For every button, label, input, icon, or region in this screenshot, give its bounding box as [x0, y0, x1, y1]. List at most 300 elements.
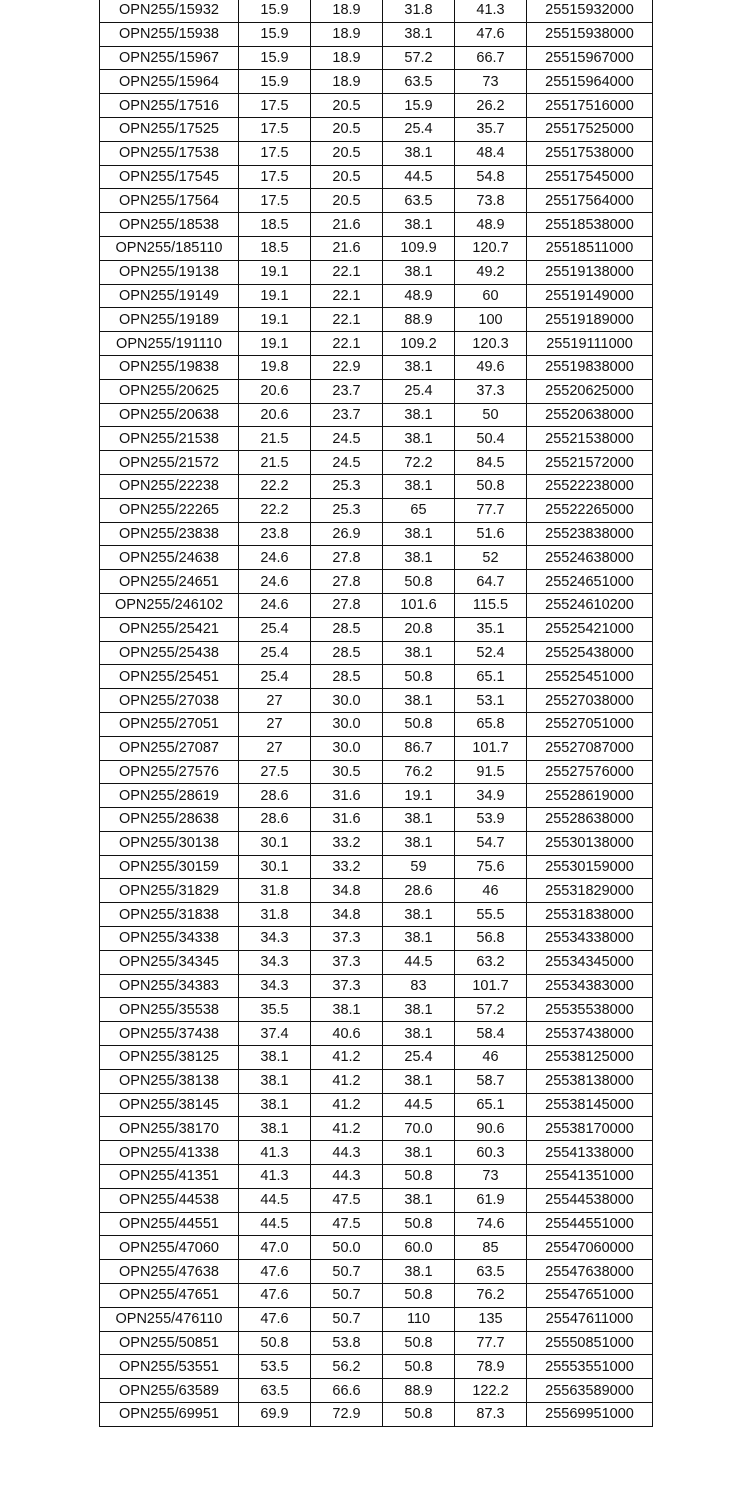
col-4-cell: 88.9 — [383, 308, 455, 332]
col-5-cell: 135 — [455, 1307, 527, 1331]
col-5-cell: 84.5 — [455, 451, 527, 475]
part-number-cell: OPN255/31838 — [100, 903, 239, 927]
part-number-cell: OPN255/17525 — [100, 117, 239, 141]
col-4-cell: 50.8 — [383, 665, 455, 689]
col-3-cell: 30.0 — [311, 736, 383, 760]
col-3-cell: 27.8 — [311, 546, 383, 570]
col-3-cell: 22.1 — [311, 284, 383, 308]
article-code-cell: 25524610200 — [527, 593, 653, 617]
col-5-cell: 65.1 — [455, 1093, 527, 1117]
col-2-cell: 17.5 — [239, 189, 311, 213]
col-2-cell: 19.1 — [239, 284, 311, 308]
col-3-cell: 33.2 — [311, 855, 383, 879]
col-3-cell: 28.5 — [311, 617, 383, 641]
article-code-cell: 25553551000 — [527, 1355, 653, 1379]
col-5-cell: 64.7 — [455, 570, 527, 594]
col-5-cell: 73 — [455, 1165, 527, 1189]
part-number-cell: OPN255/246102 — [100, 593, 239, 617]
part-number-cell: OPN255/28619 — [100, 784, 239, 808]
article-code-cell: 25527051000 — [527, 712, 653, 736]
table-row — [100, 46, 653, 70]
col-5-cell: 34.9 — [455, 784, 527, 808]
col-3-cell: 23.7 — [311, 379, 383, 403]
col-2-cell: 24.6 — [239, 546, 311, 570]
col-2-cell: 27 — [239, 736, 311, 760]
table-row — [100, 236, 653, 260]
table-row — [100, 1069, 653, 1093]
part-number-cell: OPN255/18538 — [100, 213, 239, 237]
table-row — [100, 593, 653, 617]
article-code-cell: 25544538000 — [527, 1188, 653, 1212]
table-row — [100, 1188, 653, 1212]
table-row — [100, 189, 653, 213]
part-number-cell: OPN255/15964 — [100, 70, 239, 94]
table-row — [100, 998, 653, 1022]
col-3-cell: 20.5 — [311, 94, 383, 118]
article-code-cell: 25530159000 — [527, 855, 653, 879]
col-3-cell: 28.5 — [311, 641, 383, 665]
col-5-cell: 48.9 — [455, 213, 527, 237]
product-spec-table — [99, 0, 653, 1427]
part-number-cell: OPN255/191110 — [100, 332, 239, 356]
article-code-cell: 25525438000 — [527, 641, 653, 665]
table-row — [100, 808, 653, 832]
col-5-cell: 50.8 — [455, 474, 527, 498]
part-number-cell: OPN255/31829 — [100, 879, 239, 903]
col-3-cell: 23.7 — [311, 403, 383, 427]
col-4-cell: 38.1 — [383, 903, 455, 927]
col-2-cell: 15.9 — [239, 0, 311, 22]
col-3-cell: 30.5 — [311, 760, 383, 784]
col-3-cell: 47.5 — [311, 1212, 383, 1236]
part-number-cell: OPN255/476110 — [100, 1307, 239, 1331]
part-number-cell: OPN255/30138 — [100, 831, 239, 855]
part-number-cell: OPN255/34345 — [100, 950, 239, 974]
col-4-cell: 38.1 — [383, 1069, 455, 1093]
article-code-cell: 25534338000 — [527, 927, 653, 951]
col-5-cell: 47.6 — [455, 22, 527, 46]
table-row — [100, 1236, 653, 1260]
col-5-cell: 73 — [455, 70, 527, 94]
table-row — [100, 1331, 653, 1355]
col-3-cell: 24.5 — [311, 451, 383, 475]
col-5-cell: 77.7 — [455, 1331, 527, 1355]
part-number-cell: OPN255/30159 — [100, 855, 239, 879]
col-4-cell: 38.1 — [383, 403, 455, 427]
part-number-cell: OPN255/24638 — [100, 546, 239, 570]
part-number-cell: OPN255/44551 — [100, 1212, 239, 1236]
table-row — [100, 1260, 653, 1284]
article-code-cell: 25521538000 — [527, 427, 653, 451]
part-number-cell: OPN255/44538 — [100, 1188, 239, 1212]
part-number-cell: OPN255/27087 — [100, 736, 239, 760]
part-number-cell: OPN255/34383 — [100, 974, 239, 998]
table-row — [100, 617, 653, 641]
col-5-cell: 41.3 — [455, 0, 527, 22]
part-number-cell: OPN255/21572 — [100, 451, 239, 475]
col-3-cell: 41.2 — [311, 1069, 383, 1093]
col-5-cell: 74.6 — [455, 1212, 527, 1236]
col-3-cell: 25.3 — [311, 474, 383, 498]
table-row — [100, 1117, 653, 1141]
col-5-cell: 122.2 — [455, 1379, 527, 1403]
article-code-cell: 25525421000 — [527, 617, 653, 641]
part-number-cell: OPN255/22238 — [100, 474, 239, 498]
col-4-cell: 50.8 — [383, 1165, 455, 1189]
col-2-cell: 25.4 — [239, 617, 311, 641]
col-5-cell: 91.5 — [455, 760, 527, 784]
table-row — [100, 332, 653, 356]
col-4-cell: 38.1 — [383, 808, 455, 832]
col-3-cell: 22.1 — [311, 308, 383, 332]
col-5-cell: 46 — [455, 1046, 527, 1070]
article-code-cell: 25519838000 — [527, 355, 653, 379]
col-5-cell: 63.5 — [455, 1260, 527, 1284]
col-2-cell: 34.3 — [239, 950, 311, 974]
col-2-cell: 41.3 — [239, 1141, 311, 1165]
part-number-cell: OPN255/19189 — [100, 308, 239, 332]
part-number-cell: OPN255/19838 — [100, 355, 239, 379]
col-4-cell: 38.1 — [383, 213, 455, 237]
col-2-cell: 27.5 — [239, 760, 311, 784]
col-5-cell: 26.2 — [455, 94, 527, 118]
table-row — [100, 665, 653, 689]
article-code-cell: 25527087000 — [527, 736, 653, 760]
col-4-cell: 38.1 — [383, 831, 455, 855]
col-3-cell: 38.1 — [311, 998, 383, 1022]
col-2-cell: 34.3 — [239, 927, 311, 951]
col-2-cell: 18.5 — [239, 213, 311, 237]
col-3-cell: 20.5 — [311, 117, 383, 141]
col-4-cell: 76.2 — [383, 760, 455, 784]
col-5-cell: 52.4 — [455, 641, 527, 665]
article-code-cell: 25547638000 — [527, 1260, 653, 1284]
col-5-cell: 57.2 — [455, 998, 527, 1022]
col-5-cell: 48.4 — [455, 141, 527, 165]
col-3-cell: 37.3 — [311, 950, 383, 974]
col-3-cell: 21.6 — [311, 236, 383, 260]
part-number-cell: OPN255/25451 — [100, 665, 239, 689]
article-code-cell: 25550851000 — [527, 1331, 653, 1355]
col-2-cell: 44.5 — [239, 1212, 311, 1236]
article-code-cell: 25517564000 — [527, 189, 653, 213]
table-row — [100, 522, 653, 546]
col-3-cell: 18.9 — [311, 46, 383, 70]
table-row — [100, 903, 653, 927]
article-code-cell: 25515964000 — [527, 70, 653, 94]
part-number-cell: OPN255/17516 — [100, 94, 239, 118]
table-row — [100, 22, 653, 46]
table-row — [100, 1165, 653, 1189]
col-2-cell: 38.1 — [239, 1046, 311, 1070]
col-5-cell: 35.7 — [455, 117, 527, 141]
part-number-cell: OPN255/41351 — [100, 1165, 239, 1189]
col-4-cell: 50.8 — [383, 1331, 455, 1355]
col-4-cell: 63.5 — [383, 189, 455, 213]
col-2-cell: 47.6 — [239, 1307, 311, 1331]
part-number-cell: OPN255/25421 — [100, 617, 239, 641]
table-row — [100, 879, 653, 903]
col-4-cell: 38.1 — [383, 474, 455, 498]
col-3-cell: 20.5 — [311, 141, 383, 165]
part-number-cell: OPN255/185110 — [100, 236, 239, 260]
col-4-cell: 38.1 — [383, 355, 455, 379]
table-row — [100, 427, 653, 451]
col-3-cell: 31.6 — [311, 808, 383, 832]
part-number-cell: OPN255/34338 — [100, 927, 239, 951]
col-3-cell: 20.5 — [311, 189, 383, 213]
col-2-cell: 47.6 — [239, 1284, 311, 1308]
col-5-cell: 65.8 — [455, 712, 527, 736]
col-5-cell: 115.5 — [455, 593, 527, 617]
article-code-cell: 25522238000 — [527, 474, 653, 498]
col-4-cell: 101.6 — [383, 593, 455, 617]
col-3-cell: 27.8 — [311, 593, 383, 617]
part-number-cell: OPN255/63589 — [100, 1379, 239, 1403]
part-number-cell: OPN255/19149 — [100, 284, 239, 308]
col-4-cell: 38.1 — [383, 1188, 455, 1212]
part-number-cell: OPN255/17545 — [100, 165, 239, 189]
col-2-cell: 28.6 — [239, 808, 311, 832]
col-5-cell: 56.8 — [455, 927, 527, 951]
part-number-cell: OPN255/47060 — [100, 1236, 239, 1260]
col-3-cell: 27.8 — [311, 570, 383, 594]
table-row — [100, 117, 653, 141]
col-2-cell: 21.5 — [239, 427, 311, 451]
col-2-cell: 47.6 — [239, 1260, 311, 1284]
part-number-cell: OPN255/35538 — [100, 998, 239, 1022]
table-row — [100, 1141, 653, 1165]
article-code-cell: 25534345000 — [527, 950, 653, 974]
col-2-cell: 31.8 — [239, 879, 311, 903]
col-2-cell: 50.8 — [239, 1331, 311, 1355]
col-4-cell: 63.5 — [383, 70, 455, 94]
col-4-cell: 38.1 — [383, 522, 455, 546]
table-row — [100, 760, 653, 784]
col-3-cell: 22.1 — [311, 260, 383, 284]
table-row — [100, 70, 653, 94]
col-5-cell: 58.4 — [455, 1022, 527, 1046]
col-2-cell: 17.5 — [239, 117, 311, 141]
article-code-cell: 25534383000 — [527, 974, 653, 998]
part-number-cell: OPN255/50851 — [100, 1331, 239, 1355]
part-number-cell: OPN255/38170 — [100, 1117, 239, 1141]
col-5-cell: 53.1 — [455, 689, 527, 713]
col-2-cell: 53.5 — [239, 1355, 311, 1379]
col-5-cell: 54.8 — [455, 165, 527, 189]
article-code-cell: 25528619000 — [527, 784, 653, 808]
col-4-cell: 38.1 — [383, 1141, 455, 1165]
col-4-cell: 59 — [383, 855, 455, 879]
part-number-cell: OPN255/21538 — [100, 427, 239, 451]
col-5-cell: 46 — [455, 879, 527, 903]
table-row — [100, 1307, 653, 1331]
col-2-cell: 28.6 — [239, 784, 311, 808]
part-number-cell: OPN255/17538 — [100, 141, 239, 165]
table-row — [100, 1046, 653, 1070]
article-code-cell: 25519149000 — [527, 284, 653, 308]
col-3-cell: 40.6 — [311, 1022, 383, 1046]
article-code-cell: 25524651000 — [527, 570, 653, 594]
col-4-cell: 50.8 — [383, 1403, 455, 1427]
col-4-cell: 83 — [383, 974, 455, 998]
col-4-cell: 38.1 — [383, 427, 455, 451]
col-3-cell: 50.0 — [311, 1236, 383, 1260]
col-3-cell: 37.3 — [311, 927, 383, 951]
table-row — [100, 950, 653, 974]
col-3-cell: 37.3 — [311, 974, 383, 998]
col-4-cell: 70.0 — [383, 1117, 455, 1141]
table-row — [100, 1379, 653, 1403]
col-4-cell: 19.1 — [383, 784, 455, 808]
article-code-cell: 25541351000 — [527, 1165, 653, 1189]
col-4-cell: 38.1 — [383, 1022, 455, 1046]
col-3-cell: 20.5 — [311, 165, 383, 189]
table-row — [100, 284, 653, 308]
col-5-cell: 61.9 — [455, 1188, 527, 1212]
table-row — [100, 927, 653, 951]
col-5-cell: 37.3 — [455, 379, 527, 403]
col-4-cell: 38.1 — [383, 141, 455, 165]
part-number-cell: OPN255/28638 — [100, 808, 239, 832]
col-4-cell: 57.2 — [383, 46, 455, 70]
col-4-cell: 65 — [383, 498, 455, 522]
col-2-cell: 38.1 — [239, 1117, 311, 1141]
col-4-cell: 38.1 — [383, 641, 455, 665]
article-code-cell: 25519111000 — [527, 332, 653, 356]
table-row — [100, 1212, 653, 1236]
part-number-cell: OPN255/24651 — [100, 570, 239, 594]
article-code-cell: 25538145000 — [527, 1093, 653, 1117]
col-3-cell: 47.5 — [311, 1188, 383, 1212]
table-row — [100, 0, 653, 22]
col-3-cell: 18.9 — [311, 22, 383, 46]
article-code-cell: 25538125000 — [527, 1046, 653, 1070]
table-row — [100, 355, 653, 379]
col-5-cell: 101.7 — [455, 974, 527, 998]
article-code-cell: 25515938000 — [527, 22, 653, 46]
col-5-cell: 120.3 — [455, 332, 527, 356]
col-2-cell: 22.2 — [239, 498, 311, 522]
col-2-cell: 19.1 — [239, 260, 311, 284]
part-number-cell: OPN255/38125 — [100, 1046, 239, 1070]
col-2-cell: 17.5 — [239, 94, 311, 118]
table-row — [100, 855, 653, 879]
col-3-cell: 30.0 — [311, 689, 383, 713]
col-2-cell: 37.4 — [239, 1022, 311, 1046]
part-number-cell: OPN255/15932 — [100, 0, 239, 22]
table-body — [100, 0, 653, 1426]
col-4-cell: 50.8 — [383, 1212, 455, 1236]
part-number-cell: OPN255/38145 — [100, 1093, 239, 1117]
article-code-cell: 25524638000 — [527, 546, 653, 570]
table-row — [100, 141, 653, 165]
col-2-cell: 30.1 — [239, 831, 311, 855]
article-code-cell: 25547060000 — [527, 1236, 653, 1260]
col-4-cell: 50.8 — [383, 1284, 455, 1308]
article-code-cell: 25563589000 — [527, 1379, 653, 1403]
article-code-cell: 25517538000 — [527, 141, 653, 165]
col-2-cell: 17.5 — [239, 141, 311, 165]
table-row — [100, 379, 653, 403]
col-3-cell: 41.2 — [311, 1117, 383, 1141]
col-2-cell: 15.9 — [239, 22, 311, 46]
article-code-cell: 25520638000 — [527, 403, 653, 427]
part-number-cell: OPN255/15967 — [100, 46, 239, 70]
article-code-cell: 25537438000 — [527, 1022, 653, 1046]
article-code-cell: 25522265000 — [527, 498, 653, 522]
part-number-cell: OPN255/41338 — [100, 1141, 239, 1165]
col-2-cell: 63.5 — [239, 1379, 311, 1403]
table-row — [100, 546, 653, 570]
article-code-cell: 25530138000 — [527, 831, 653, 855]
part-number-cell: OPN255/37438 — [100, 1022, 239, 1046]
col-2-cell: 15.9 — [239, 46, 311, 70]
table-row — [100, 712, 653, 736]
part-number-cell: OPN255/27051 — [100, 712, 239, 736]
col-4-cell: 38.1 — [383, 689, 455, 713]
col-3-cell: 22.1 — [311, 332, 383, 356]
col-2-cell: 38.1 — [239, 1069, 311, 1093]
table-row — [100, 1355, 653, 1379]
part-number-cell: OPN255/47651 — [100, 1284, 239, 1308]
col-2-cell: 69.9 — [239, 1403, 311, 1427]
col-5-cell: 58.7 — [455, 1069, 527, 1093]
col-4-cell: 86.7 — [383, 736, 455, 760]
col-4-cell: 31.8 — [383, 0, 455, 22]
table-row — [100, 1022, 653, 1046]
col-3-cell: 26.9 — [311, 522, 383, 546]
col-5-cell: 35.1 — [455, 617, 527, 641]
article-code-cell: 25525451000 — [527, 665, 653, 689]
col-2-cell: 30.1 — [239, 855, 311, 879]
col-2-cell: 22.2 — [239, 474, 311, 498]
col-3-cell: 18.9 — [311, 0, 383, 22]
article-code-cell: 25521572000 — [527, 451, 653, 475]
part-number-cell: OPN255/27038 — [100, 689, 239, 713]
col-3-cell: 34.8 — [311, 879, 383, 903]
table-row — [100, 451, 653, 475]
part-number-cell: OPN255/38138 — [100, 1069, 239, 1093]
col-4-cell: 44.5 — [383, 165, 455, 189]
col-5-cell: 60 — [455, 284, 527, 308]
col-4-cell: 48.9 — [383, 284, 455, 308]
col-3-cell: 30.0 — [311, 712, 383, 736]
col-3-cell: 72.9 — [311, 1403, 383, 1427]
col-5-cell: 75.6 — [455, 855, 527, 879]
col-5-cell: 100 — [455, 308, 527, 332]
col-5-cell: 52 — [455, 546, 527, 570]
col-4-cell: 28.6 — [383, 879, 455, 903]
table-row — [100, 689, 653, 713]
col-2-cell: 25.4 — [239, 665, 311, 689]
table-row — [100, 498, 653, 522]
table-row — [100, 736, 653, 760]
article-code-cell: 25515967000 — [527, 46, 653, 70]
part-number-cell: OPN255/25438 — [100, 641, 239, 665]
article-code-cell: 25544551000 — [527, 1212, 653, 1236]
article-code-cell: 25517525000 — [527, 117, 653, 141]
col-4-cell: 72.2 — [383, 451, 455, 475]
part-number-cell: OPN255/20638 — [100, 403, 239, 427]
col-2-cell: 15.9 — [239, 70, 311, 94]
col-2-cell: 34.3 — [239, 974, 311, 998]
col-2-cell: 27 — [239, 689, 311, 713]
table-row — [100, 308, 653, 332]
col-4-cell: 25.4 — [383, 1046, 455, 1070]
part-number-cell: OPN255/20625 — [100, 379, 239, 403]
col-2-cell: 18.5 — [239, 236, 311, 260]
